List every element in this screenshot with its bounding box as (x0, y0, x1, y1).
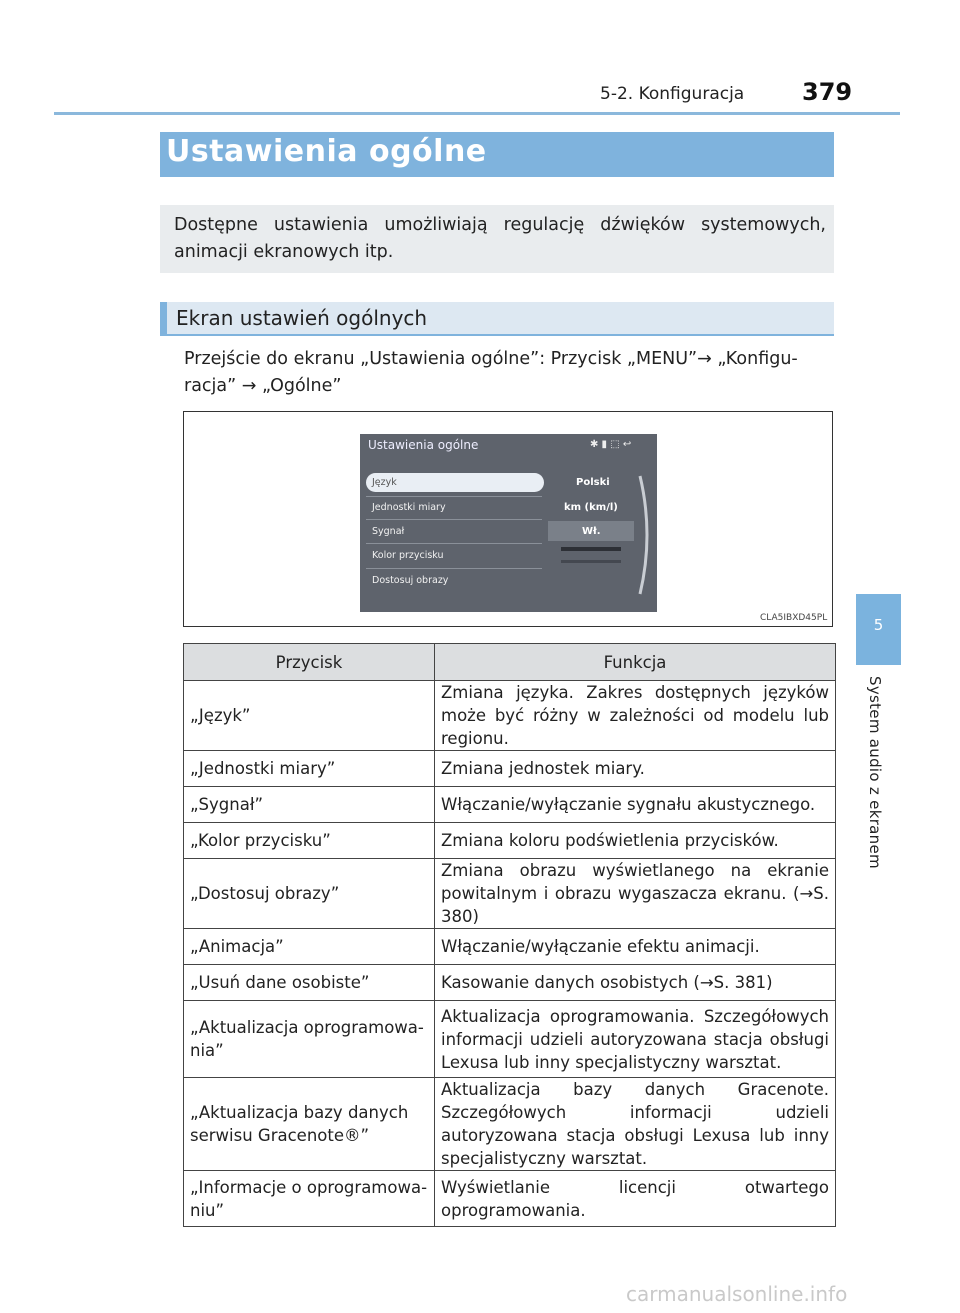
header-section: 5-2. Konfiguracja (600, 84, 745, 104)
screen-item-beep: Sygnał (372, 526, 405, 537)
page-number: 379 (802, 78, 853, 106)
table-row (184, 1001, 836, 1078)
scroll-arc (636, 470, 656, 600)
watermark: carmanualsonline.info (626, 1282, 848, 1306)
function-table (183, 643, 836, 1227)
table-cell-button: „Język” (184, 681, 435, 751)
table-row (184, 965, 836, 1001)
chapter-number: 5 (873, 616, 884, 634)
table-cell-button: „Sygnał” (184, 787, 435, 823)
screen-item-button-color: Kolor przycisku (372, 550, 444, 561)
screen-value-beep: Wł. (582, 526, 601, 537)
screen-item-units: Jednostki miary (372, 502, 446, 513)
table-cell-button: „Aktualizacja bazy danych serwisu Gracenote®” (184, 1078, 435, 1171)
table-header-button: Przycisk (184, 644, 435, 681)
navigation-line-2: racja” → „Ogólne” (184, 376, 342, 396)
screen-title: Ustawienia ogólne (368, 438, 479, 452)
status-icons: ✱ ▮ ⬚ ↩ (590, 439, 632, 450)
table-row (184, 859, 836, 929)
table-cell-function: Zmiana jednostek miary. (435, 751, 836, 787)
table-cell-button: „Aktualizacja oprogramowania” (184, 1001, 435, 1078)
table-cell-function: Kasowanie danych osobistych (→S. 381) (435, 965, 836, 1001)
table-cell-function: Aktualizacja oprogramowania. Szczegółowych informacji udzieli autoryzowana stacja obsługi Lexusa lub inny specjalistyczny warsztat. (435, 1001, 836, 1078)
table-cell-button: „Kolor przycisku” (184, 823, 435, 859)
table-row (184, 1078, 836, 1171)
table-row (184, 1171, 836, 1227)
screen-divider (366, 568, 542, 569)
subsection-title: Ekran ustawień ogólnych (176, 306, 428, 330)
table-cell-function: Włączanie/wyłączanie efektu animacji. (435, 929, 836, 965)
image-code: CLA5IBXD45PL (760, 613, 828, 623)
table-cell-function: Zmiana koloru podświetlenia przycisków. (435, 823, 836, 859)
color-bar (561, 560, 621, 563)
screen-divider (366, 543, 542, 544)
screen-value-units: km (km/l) (564, 502, 618, 513)
table-cell-function: Zmiana obrazu wyświetlanego na ekranie powitalnym i obrazu wygaszacza ekranu. (→S. 380) (435, 859, 836, 929)
table-cell-button: „Animacja” (184, 929, 435, 965)
subsection-accent (160, 302, 167, 336)
table-row (184, 929, 836, 965)
intro-text: Dostępne ustawienia umożliwiają regulację dźwięków systemowych, animacji ekranowych itp. (174, 215, 826, 262)
screen-value-language: Polski (576, 477, 610, 488)
table-cell-button: „Informacje o oprogramowaniu” (184, 1171, 435, 1227)
table-row (184, 823, 836, 859)
table-header-row (184, 644, 836, 681)
page-title: Ustawienia ogólne (166, 134, 487, 169)
table-cell-function: Zmiana języka. Zakres dostępnych języków może być różny w zależności od modelu lub regionu. (435, 681, 836, 751)
screen-item-language: Język (372, 477, 397, 488)
color-bar (561, 547, 621, 551)
navigation-instructions (184, 346, 830, 400)
header-rule (54, 112, 900, 115)
table-cell-button: „Jednostki miary” (184, 751, 435, 787)
table-row (184, 751, 836, 787)
table-row (184, 787, 836, 823)
table-cell-function: Włączanie/wyłączanie sygnału akustycznego. (435, 787, 836, 823)
table-header-function: Funkcja (435, 644, 836, 681)
screen-divider (366, 519, 542, 520)
screen-divider (366, 496, 542, 497)
table-cell-button: „Dostosuj obrazy” (184, 859, 435, 929)
table-cell-button: „Usuń dane osobiste” (184, 965, 435, 1001)
chapter-title: System audio z ekranem (866, 676, 884, 869)
table-cell-function: Aktualizacja bazy danych Gracenote. Szczegółowych informacji udzieli autoryzowana stacja obsługi Lexusa lub inny specjalistyczny warsztat. (435, 1078, 836, 1171)
table-row (184, 681, 836, 751)
screen-item-adjust-images: Dostosuj obrazy (372, 575, 449, 586)
navigation-line-1: Przejście do ekranu „Ustawienia ogólne”: Przycisk „MENU”→ „Konfigu- (184, 349, 798, 369)
table-cell-function: Wyświetlanie licencji otwartego oprogramowania. (435, 1171, 836, 1227)
